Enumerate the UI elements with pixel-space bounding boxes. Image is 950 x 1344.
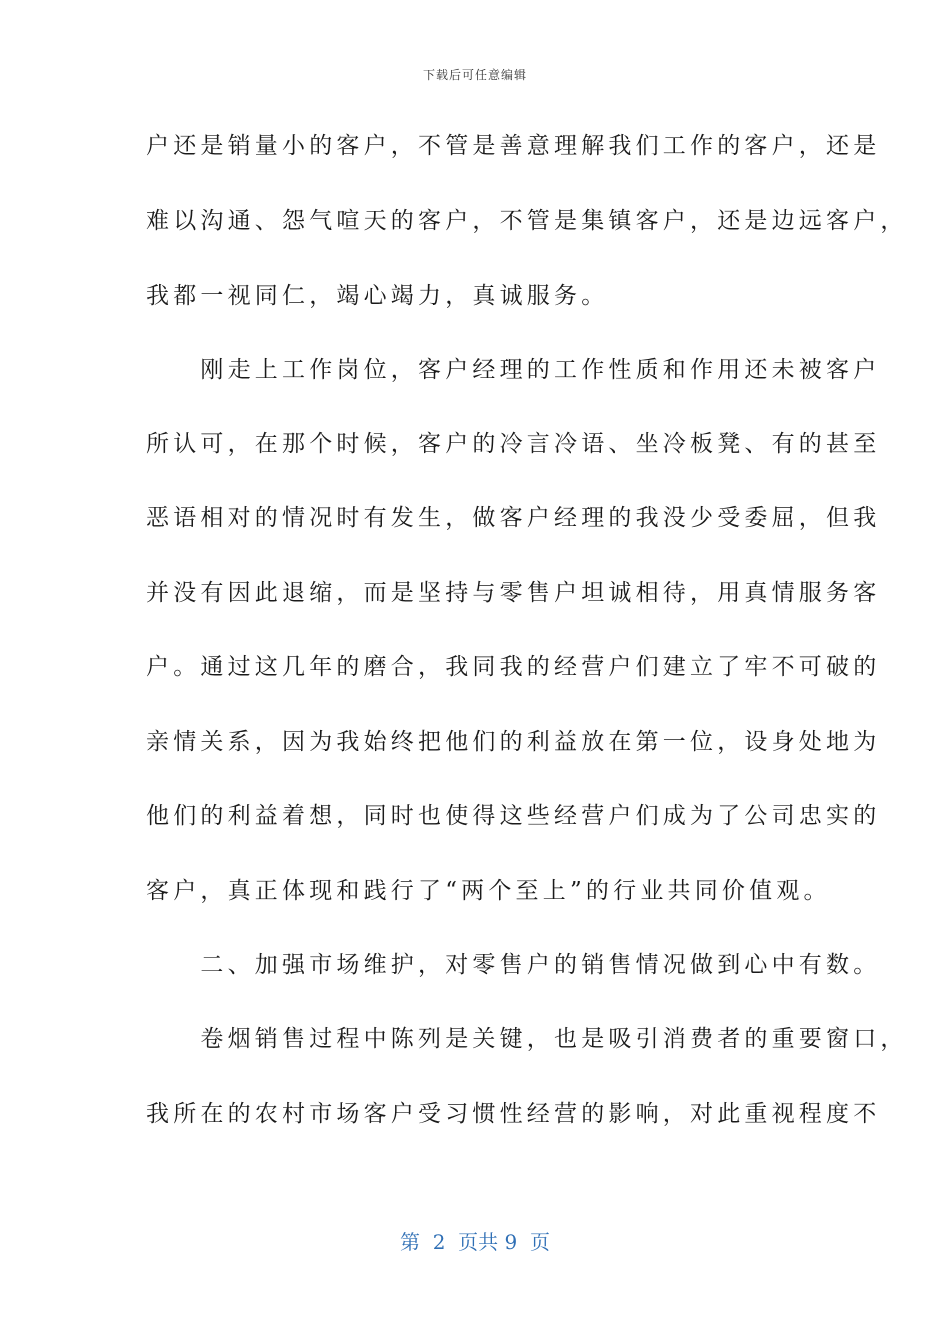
- text-line: 我都一视同仁，竭心竭力，真诚服务。: [146, 283, 609, 309]
- text-line: 他们的利益着想，同时也使得这些经营户们成为了公司忠实的: [146, 803, 881, 829]
- text-line: 并没有因此退缩，而是坚持与零售户坦诚相待，用真情服务客: [146, 580, 881, 606]
- page-number: 第 2 页共 9 页: [400, 1230, 550, 1254]
- text-line: 客户，真正体现和践行了“两个至上”的行业共同价值观。: [146, 878, 831, 904]
- text-line: 卷烟销售过程中陈列是关键，也是吸引消费者的重要窗口，: [146, 1026, 908, 1052]
- text-line: 所认可，在那个时候，客户的冷言冷语、坐冷板凳、有的甚至: [146, 431, 881, 457]
- text-line: 我所在的农村市场客户受习惯性经营的影响，对此重视程度不: [146, 1101, 881, 1127]
- header-note: 下载后可任意编辑: [422, 68, 527, 82]
- text-line: 户。通过这几年的磨合，我同我的经营户们建立了牢不可破的: [146, 654, 881, 680]
- text-line: 亲情关系，因为我始终把他们的利益放在第一位，设身处地为: [146, 729, 881, 755]
- text-line: 难以沟通、怨气喧天的客户，不管是集镇客户，还是边远客户，: [146, 208, 908, 234]
- text-line: 户还是销量小的客户，不管是善意理解我们工作的客户，还是: [146, 133, 881, 159]
- section-heading: 二、加强市场维护，对零售户的销售情况做到心中有数。: [146, 952, 881, 978]
- text-line: 刚走上工作岗位，客户经理的工作性质和作用还未被客户: [146, 357, 881, 383]
- text-line: 恶语相对的情况时有发生，做客户经理的我没少受委屈，但我: [146, 505, 881, 531]
